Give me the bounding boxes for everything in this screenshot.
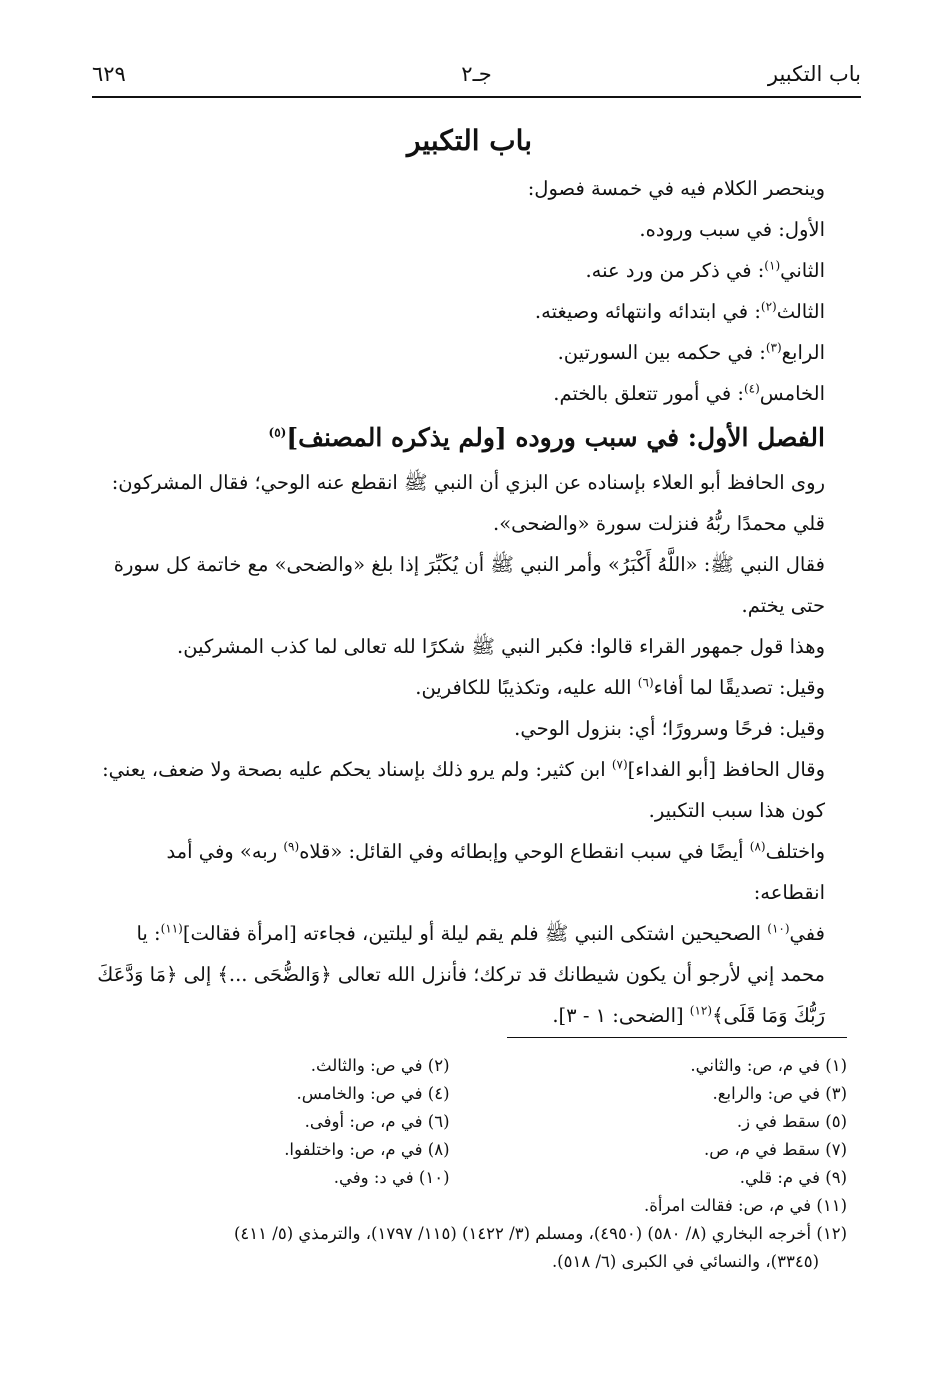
paragraph-3: وهذا قول جمهور القراء قالوا: فكبر النبي ﷺ شكرًا لله تعالى لما كذب المشركين. [177,635,825,658]
footnote-ref: (٨) [749,839,766,854]
footnote-8: (٨) في م، ص: واختلفوا. [284,1140,450,1159]
paragraph-6: وقال الحافظ [أبو الفداء]$^{(٧)}$ ابن كثير: ولم يرو ذلك بإسناد يحكم عليه بصحة ولا ضعف، يعني: كون هذا سبب التكبير. [102,757,825,822]
running-header [92,56,861,98]
paragraph-8: ففي$^{(١٠)}$ الصحيحين اشتكى النبي ﷺ فلم يقم ليلة أو ليلتين، فجاءته [امرأة فقالت]$^{(١١)}$: يا محمد إني لأرجو أن يكون شيطانك قد تركك؛ فأنزل الله تعالى ﴿وَالضُّحَى ...﴾ إلى ﴿مَا وَدَّعَكَ رَبُّكَ وَمَا قَلَى﴾$^{(١٢)}$ [الضحى: ١ - ٣]. [97,921,825,1027]
intro-item-1: الأول: في سبب وروده. [639,218,825,241]
footnote-5: (٥) سقط في ز. [736,1112,847,1131]
main-text [92,168,847,1036]
footnote-ref: (٧) [611,757,628,772]
footnote-ref: (١٠) [767,921,790,936]
paragraph-7: واختلف$^{(٨)}$ أيضًا في سبب انقطاع الوحي وإبطائه وفي القائل: «قلاه$^{(٩)}$ ربه» وفي أمد انقطاعه: [166,839,825,904]
intro-lead: وينحصر الكلام فيه في خمسة فصول: [527,177,825,200]
intro-item-2: الثاني$^{(١)}$: في ذكر من ورد عنه. [585,258,825,282]
running-title: باب التكبير [767,62,861,86]
footnote-6: (٦) في م، ص: أوفى. [304,1112,450,1131]
paragraph-5: وقيل: فرحًا وسرورًا؛ أي: بنزول الوحي. [514,717,825,740]
footnote-4: (٤) في ص: والخامس. [296,1084,450,1103]
intro-item-4: الرابع$^{(٣)}$: في حكمه بين السورتين. [557,340,825,364]
footnote-7: (٧) سقط في م، ص. [704,1140,847,1159]
footnote-ref: (٢) [760,299,777,314]
paragraph-4: وقيل: تصديقًا لما أفاء$^{(٦)}$ الله عليه، وتكذيبًا للكافرين. [415,675,825,699]
footnote-ref: (١١) [160,921,183,936]
intro-item-5: الخامس$^{(٤)}$: في أمور تتعلق بالختم. [553,381,825,405]
footnote-12: (١٢) أخرجه البخاري (٨/ ٥٨٠) (٤٩٥٠)، ومسلم (٣/ ١٤٢٢) (١١٥/ ١٧٩٧)، والترمذي (٥/ ٤١١) [233,1224,847,1243]
footnote-12-continued: (٣٣٤٥)، والنسائي في الكبرى (٦/ ٥١٨). [551,1252,819,1271]
footnote-3: (٣) في ص: والرابع. [712,1084,847,1103]
footnote-separator [507,1037,847,1038]
section-title: الفصل الأول: في سبب وروده [ولم يذكره المصنف]$^{(٥)}$ [268,423,825,452]
footnote-ref: (٣) [765,340,782,355]
paragraph-1: روى الحافظ أبو العلاء بإسناده عن البزي أن النبي ﷺ انقطع عنه الوحي؛ فقال المشركون: قلي محمدًا ربُّهُ فنزلت سورة «والضحى». [111,471,825,535]
footnote-11: (١١) في م، ص: فقالت امرأة. [643,1196,847,1215]
volume-number: جـ٢ [461,62,492,86]
footnote-ref: (١٢) [689,1003,713,1018]
page-number: ٦٢٩ [92,62,126,86]
footnotes [92,1052,847,1276]
paragraph-2: فقال النبي ﷺ: «اللَّهُ أَكْبَرُ» وأمر النبي ﷺ أن يُكَبِّرَ إذا بلغ «والضحى» مع خاتمة كل سورة حتى يختم. [113,553,825,617]
footnote-grid [92,1052,847,1192]
footnote-10: (١٠) في د: وفي. [333,1168,450,1187]
footnote-ref: (٦) [637,675,654,690]
footnote-ref: (٩) [283,839,300,854]
footnote-1: (١) في م، ص: والثاني. [690,1056,847,1075]
footnote-9: (٩) في م: قلي. [739,1168,847,1187]
chapter-title: باب التكبير [406,124,532,157]
footnote-ref: (٤) [743,381,760,396]
footnote-2: (٢) في ص: والثالث. [310,1056,450,1075]
footnote-ref: (٥) [268,425,287,440]
footnote-ref: (١) [764,258,781,273]
intro-item-3: الثالث$^{(٢)}$: في ابتدائه وانتهائه وصيغته. [534,299,825,323]
